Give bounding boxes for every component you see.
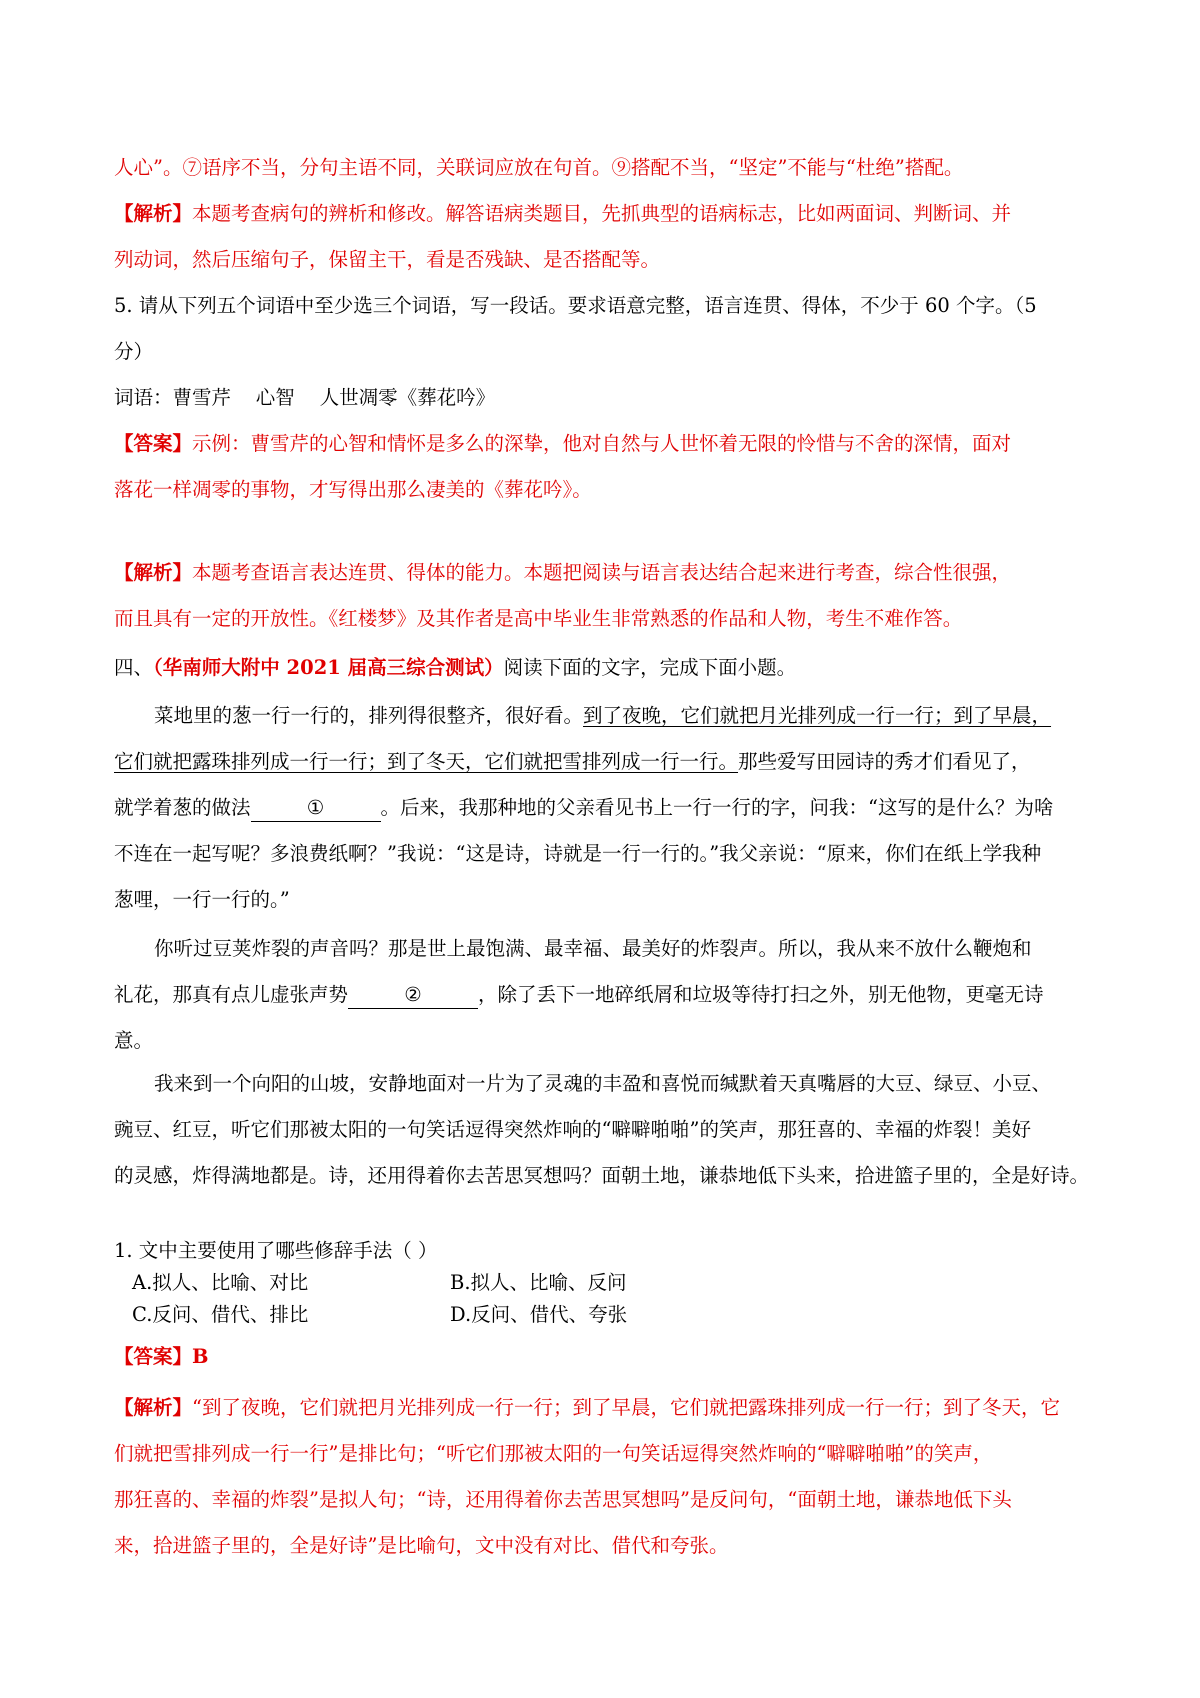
answer-tag: 【答案】 [114, 1345, 193, 1368]
analysis-tag: 【解析】 [114, 202, 193, 225]
analysis-paragraph: 【解析】“到了夜晚，它们就把月光排列成一行一行；到了早晨，它们就把露珠排列成一行一行；到了冬天，它 们就把雪排列成一行一行”是排比句；“听它们那被太阳的一句笑话逗得突然炸响的“噼噼啪啪”的笑声， 那狂喜的、幸福的炸裂”是拟人句；“诗，还用得着你去苦思冥想吗”是反问句，“面朝土地，谦恭地低下头 来，拾进篮子里的，全是好诗”是比喻句，文中没有对比、借代和夸张。 [114, 1396, 1060, 1557]
source-label: （华南师大附中 2021 届高三综合测试） [153, 656, 504, 679]
passage-paragraph-3: 我来到一个向阳的山坡，安静地面对一片为了灵魂的丰盈和喜悦而缄默着天真嘴唇的大豆、绿豆、小豆、 豌豆、红豆，听它们那被太阳的一句笑话逗得突然炸响的“噼噼啪啪”的笑声，那狂喜的、幸福的炸裂！美好 的灵感，炸得满地都是。诗，还用得着你去苦思冥想吗？面朝土地，谦恭地低下头来，拾进篮子里的，全是好诗。 [114, 1072, 1090, 1187]
question-5: 5. 请从下列五个词语中至少选三个词语，写一段话。要求语意完整，语言连贯、得体，不少于 60 个字。（5 分） 词语：曹雪芹 心智 人世凋零《葬花吟》 [114, 294, 1037, 409]
analysis-tag: 【解析】 [114, 561, 193, 584]
question-1-stem: 1. 文中主要使用了哪些修辞手法（ ） [114, 1239, 438, 1262]
option-c[interactable]: C.反问、借代、排比 [132, 1303, 309, 1326]
answer-value: B [192, 1345, 209, 1368]
analysis-paragraph: 【解析】本题考查病句的辨析和修改。解答语病类题目，先抓典型的语病标志，比如两面词、判断词、并 列动词，然后压缩句子，保留主干，看是否残缺、是否搭配等。 [114, 202, 1012, 271]
passage-paragraph-2: 你听过豆荚炸裂的声音吗？那是世上最饱满、最幸福、最美好的炸裂声。所以，我从来不放什么鞭炮和 礼花，那真有点儿虚张声势 ② ，除了丢下一地碎纸屑和垃圾等待打扫之外，别无他物，更毫无诗 意。 [114, 937, 1044, 1052]
underlined-sentence: 到了夜晚，它们就把月光排列成一行一行；到了早晨， [583, 704, 1052, 727]
answer-line [114, 1334, 1104, 1380]
option-b[interactable]: B.拟人、比喻、反问 [450, 1271, 627, 1294]
fill-blank-2[interactable]: ② [348, 982, 478, 1009]
option-d[interactable]: D.反问、借代、夸张 [450, 1303, 628, 1326]
answer-tag: 【答案】 [114, 432, 193, 455]
fill-blank-1[interactable]: ① [251, 795, 381, 822]
reading-passage: 菜地里的葱一行一行的，排列得很整齐，很好看。到了夜晚，它们就把月光排列成一行一行；到了早晨， 它们就把露珠排列成一行一行；到了冬天，它们就把雪排列成一行一行。那些爱写田园诗的秀才们看见了， 就学着葱的做法 ① 。后来，我那种地的父亲看见书上一行一行的字，问我：“这写的是什么？为啥 不连在一起写呢？多浪费纸啊？”我说：“这是诗，诗就是一行一行的。”我父亲说：“原来，你们在纸上学我种 葱哩，一行一行的。” [114, 693, 1104, 923]
answer-paragraph: 【答案】示例：曹雪芹的心智和情怀是多么的深挚，他对自然与人世怀着无限的怜惜与不舍的深情，面对 落花一样凋零的事物，才写得出那么凄美的《葬花吟》。 [114, 432, 1012, 501]
analysis-tag: 【解析】 [114, 1396, 193, 1419]
option-a[interactable]: A.拟人、比喻、对比 [132, 1271, 309, 1294]
section-heading: 四、（华南师大附中 2021 届高三综合测试）阅读下面的文字，完成下面小题。 [114, 656, 797, 679]
underlined-sentence: 它们就把露珠排列成一行一行；到了冬天，它们就把雪排列成一行一行。 [114, 750, 739, 773]
analysis-paragraph: 【解析】本题考查语言表达连贯、得体的能力。本题把阅读与语言表达结合起来进行考查，综合性很强， 而且具有一定的开放性。《红楼梦》及其作者是高中毕业生非常熟悉的作品和人物，考生不难作答。 [114, 561, 1012, 630]
prev-answer-line: 人心”。⑦语序不当，分句主语不同，关联词应放在句首。⑨搭配不当，“坚定”不能与“杜绝”搭配。 [114, 156, 964, 179]
word-list: 词语：曹雪芹 心智 人世凋零《葬花吟》 [114, 386, 496, 409]
passage-paragraph-1: 菜地里的葱一行一行的，排列得很整齐，很好看。到了夜晚，它们就把月光排列成一行一行；到了早晨， [154, 704, 1052, 727]
